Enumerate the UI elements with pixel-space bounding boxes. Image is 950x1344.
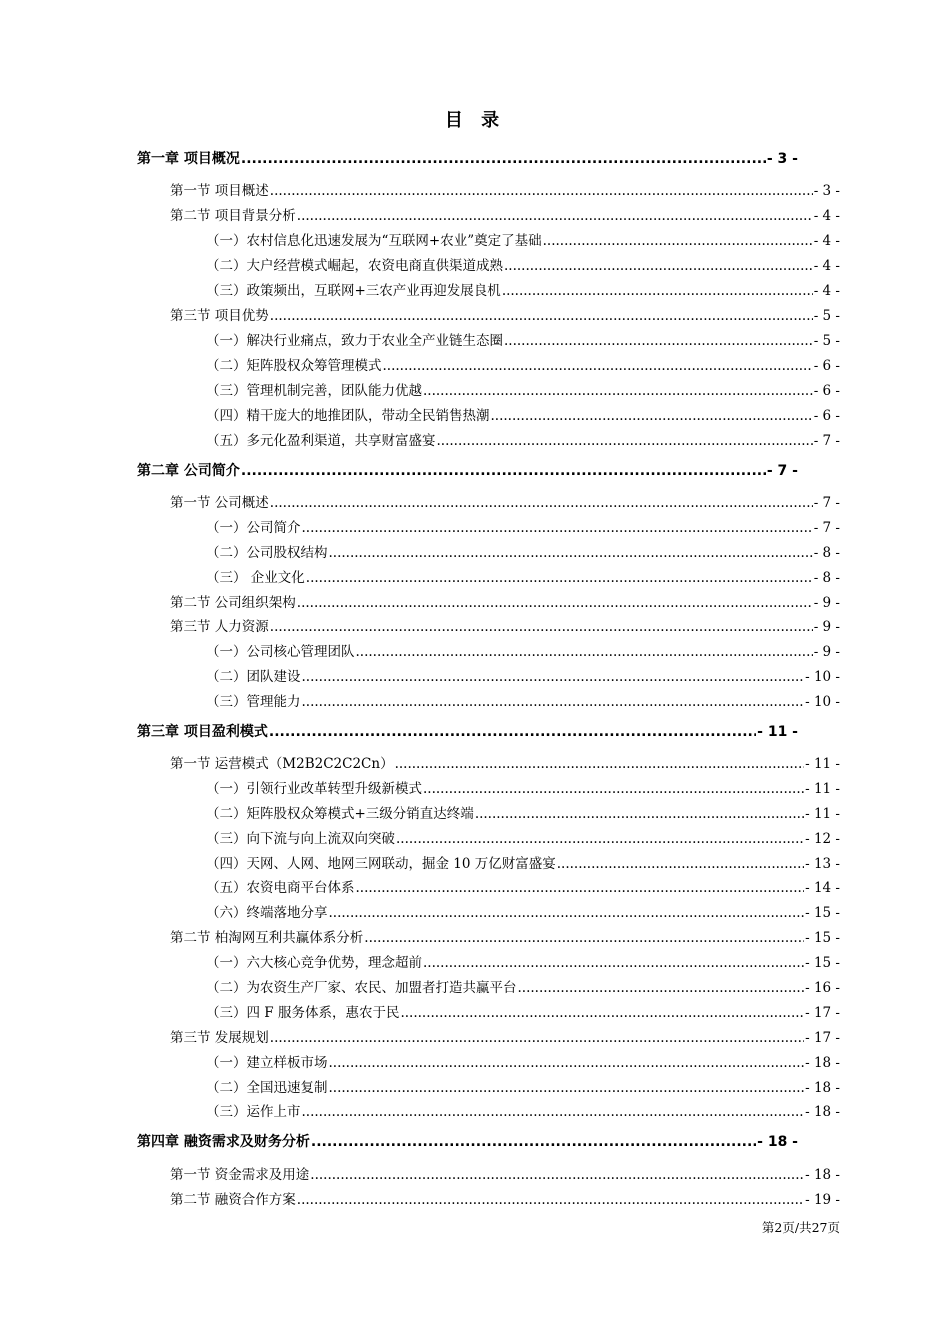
- toc-subsection[interactable]: [206, 229, 840, 249]
- toc-page-number: - 6 -: [813, 408, 840, 424]
- toc-subsection[interactable]: [206, 876, 840, 896]
- toc-subsection[interactable]: [206, 802, 840, 822]
- toc-page-number: - 11 -: [757, 724, 798, 740]
- toc-chapter-label: 第三章 项目盈利模式: [137, 724, 268, 740]
- toc-leader: [437, 433, 813, 449]
- toc-page-number: - 6 -: [813, 358, 840, 374]
- toc-page-number: - 4 -: [813, 258, 840, 274]
- toc-page-number: - 10 -: [805, 669, 840, 685]
- toc-page-number: - 15 -: [805, 930, 840, 946]
- toc-chapter[interactable]: [137, 721, 798, 741]
- toc-subsection[interactable]: [206, 690, 840, 710]
- toc-subsection-label: （一）农村信息化迅速发展为“互联网+农业”奠定了基础: [206, 233, 542, 249]
- toc-subsection[interactable]: [206, 1076, 840, 1096]
- toc-page-number: - 6 -: [813, 383, 840, 399]
- toc-page-number: - 18 -: [757, 1134, 798, 1150]
- toc-subsection-label: （四）天网、人网、地网三网联动，掘金 10 万亿财富盛宴: [206, 856, 556, 872]
- toc-page-number: - 9 -: [813, 644, 840, 660]
- toc-section[interactable]: [170, 204, 840, 224]
- toc-section[interactable]: [170, 752, 840, 772]
- toc-section[interactable]: [170, 615, 840, 635]
- toc-page-number: - 14 -: [805, 880, 840, 896]
- toc-page-number: - 10 -: [805, 694, 840, 710]
- toc-leader: [302, 520, 813, 536]
- toc-subsection-label: （二）团队建设: [206, 669, 301, 685]
- toc-leader: [302, 669, 805, 685]
- toc-subsection-label: （二）全国迅速复制: [206, 1080, 328, 1096]
- toc-leader: [475, 806, 804, 822]
- toc-page-number: - 5 -: [813, 333, 840, 349]
- toc-section[interactable]: [170, 926, 840, 946]
- toc-subsection[interactable]: [206, 1100, 840, 1120]
- toc-leader: [423, 383, 813, 399]
- toc-chapter[interactable]: [137, 460, 798, 480]
- toc-page-number: - 4 -: [813, 208, 840, 224]
- toc-section-label: 第二节 公司组织架构: [170, 595, 296, 611]
- toc-subsection-label: （三）管理能力: [206, 694, 301, 710]
- toc-chapter[interactable]: [137, 148, 798, 168]
- toc-leader: [297, 208, 813, 224]
- toc-subsection-label: （二）公司股权结构: [206, 545, 328, 561]
- toc-page-number: - 17 -: [805, 1030, 840, 1046]
- toc-subsection[interactable]: [206, 777, 840, 797]
- toc-page-number: - 18 -: [805, 1080, 840, 1096]
- toc-chapter-label: 第一章 项目概况: [137, 151, 240, 167]
- toc-page-number: - 15 -: [805, 905, 840, 921]
- toc-subsection-label: （五）多元化盈利渠道，共享财富盛宴: [206, 433, 436, 449]
- toc-leader: [423, 781, 804, 797]
- toc-subsection-label: （一）公司核心管理团队: [206, 644, 355, 660]
- toc-page-number: - 18 -: [805, 1167, 840, 1183]
- toc-section-label: 第一节 资金需求及用途: [170, 1167, 310, 1183]
- toc-leader: [310, 1167, 804, 1183]
- toc-leader: [518, 980, 805, 996]
- toc-subsection[interactable]: [206, 354, 840, 374]
- toc-subsection[interactable]: [206, 254, 840, 274]
- toc-page-number: - 18 -: [805, 1055, 840, 1071]
- toc-page-number: - 9 -: [813, 595, 840, 611]
- toc-subsection[interactable]: [206, 516, 840, 536]
- toc-section[interactable]: [170, 1188, 840, 1208]
- toc-subsection[interactable]: [206, 951, 840, 971]
- toc-section[interactable]: [170, 304, 840, 324]
- toc-page-number: - 15 -: [805, 955, 840, 971]
- toc-page-number: - 3 -: [813, 183, 840, 199]
- toc-leader: [504, 333, 813, 349]
- toc-page-number: - 7 -: [813, 495, 840, 511]
- toc-leader: [270, 1030, 804, 1046]
- toc-subsection-label: （三）向下流与向上流双向突破: [206, 831, 395, 847]
- toc-leader: [297, 1192, 804, 1208]
- toc-page-number: - 3 -: [766, 151, 798, 167]
- toc-subsection-label: （一）公司简介: [206, 520, 301, 536]
- toc-subsection[interactable]: [206, 640, 840, 660]
- toc-subsection[interactable]: [206, 852, 840, 872]
- toc-subsection-label: （二）矩阵股权众筹模式+三级分销直达终端: [206, 806, 474, 822]
- toc-subsection-label: （二）矩阵股权众筹管理模式: [206, 358, 382, 374]
- toc-leader: [356, 644, 813, 660]
- toc-subsection-label: （一）解决行业痛点，致力于农业全产业链生态圈: [206, 333, 503, 349]
- toc-section-label: 第一节 运营模式（M2B2C2C2Cn）: [170, 756, 394, 772]
- toc-section-label: 第三节 项目优势: [170, 308, 269, 324]
- toc-page-number: - 5 -: [813, 308, 840, 324]
- toc-leader: [270, 308, 813, 324]
- toc-page-number: - 16 -: [805, 980, 840, 996]
- toc-subsection[interactable]: [206, 1051, 840, 1071]
- toc-subsection-label: （二）为农资生产厂家、农民、加盟者打造共赢平台: [206, 980, 517, 996]
- toc-leader: [557, 856, 804, 872]
- toc-subsection[interactable]: [206, 665, 840, 685]
- toc-section-label: 第三节 发展规划: [170, 1030, 269, 1046]
- toc-subsection-label: （一）引领行业改革转型升级新模式: [206, 781, 422, 797]
- toc-subsection[interactable]: [206, 976, 840, 996]
- toc-page-number: - 11 -: [805, 806, 840, 822]
- toc-section-label: 第三节 人力资源: [170, 619, 269, 635]
- toc-page-number: - 9 -: [813, 619, 840, 635]
- toc-subsection[interactable]: [206, 429, 840, 449]
- toc-subsection[interactable]: [206, 379, 840, 399]
- toc-subsection-label: （二）大户经营模式崛起，农资电商直供渠道成熟: [206, 258, 503, 274]
- toc-page-number: - 11 -: [805, 756, 840, 772]
- toc-subsection[interactable]: [206, 1001, 840, 1021]
- toc-subsection[interactable]: [206, 404, 840, 424]
- toc-leader: [395, 756, 805, 772]
- toc-leader: [297, 595, 813, 611]
- toc-subsection-label: （三）政策频出，互联网+三农产业再迎发展良机: [206, 283, 501, 299]
- toc-section-label: 第一节 公司概述: [170, 495, 269, 511]
- toc-page-number: - 7 -: [813, 433, 840, 449]
- toc-subsection-label: （三）运作上市: [206, 1104, 301, 1120]
- toc-section[interactable]: [170, 179, 840, 199]
- toc-leader: [302, 1104, 805, 1120]
- toc-subsection-label: （三）管理机制完善，团队能力优越: [206, 383, 422, 399]
- toc-subsection[interactable]: [206, 566, 840, 586]
- toc-leader: [356, 880, 805, 896]
- toc-page-number: - 8 -: [813, 570, 840, 586]
- toc-page-number: - 12 -: [805, 831, 840, 847]
- toc-leader: [241, 151, 766, 167]
- toc-leader: [423, 955, 804, 971]
- toc-leader: [329, 545, 813, 561]
- toc-leader: [329, 1080, 805, 1096]
- toc-leader: [306, 570, 813, 586]
- toc-subsection[interactable]: [206, 279, 840, 299]
- page-footer: 第2页/共27页: [761, 1220, 840, 1235]
- toc-section-label: 第一节 项目概述: [170, 183, 269, 199]
- toc-subsection-label: （一）建立样板市场: [206, 1055, 328, 1071]
- toc-leader: [502, 283, 813, 299]
- toc-leader: [364, 930, 804, 946]
- toc-leader: [270, 183, 813, 199]
- toc-subsection[interactable]: [206, 329, 840, 349]
- toc-chapter-label: 第四章 融资需求及财务分析: [137, 1134, 310, 1150]
- toc-subsection-label: （三） 企业文化: [206, 570, 305, 586]
- toc-leader: [400, 1005, 804, 1021]
- toc-leader: [329, 905, 805, 921]
- toc-leader: [383, 358, 813, 374]
- toc-page-number: - 8 -: [813, 545, 840, 561]
- toc-page-number: - 17 -: [805, 1005, 840, 1021]
- toc-subsection-label: （五）农资电商平台体系: [206, 880, 355, 896]
- toc-leader: [329, 1055, 805, 1071]
- toc-leader: [270, 619, 813, 635]
- toc-section[interactable]: [170, 491, 840, 511]
- toc-page-number: - 11 -: [805, 781, 840, 797]
- toc-section[interactable]: [170, 591, 840, 611]
- toc-title: 目 录: [444, 110, 506, 131]
- toc-page-number: - 18 -: [805, 1104, 840, 1120]
- toc-section[interactable]: [170, 1163, 840, 1183]
- toc-leader: [543, 233, 813, 249]
- toc-section-label: 第二节 柏淘网互利共赢体系分析: [170, 930, 364, 946]
- toc-subsection-label: （四）精干庞大的地推团队，带动全民销售热潮: [206, 408, 490, 424]
- toc-subsection[interactable]: [206, 827, 840, 847]
- toc-leader: [311, 1134, 756, 1150]
- toc-section-label: 第二节 融资合作方案: [170, 1192, 296, 1208]
- toc-section[interactable]: [170, 1026, 840, 1046]
- toc-page-number: - 4 -: [813, 233, 840, 249]
- toc-page-number: - 7 -: [813, 520, 840, 536]
- toc-leader: [302, 694, 805, 710]
- toc-leader: [504, 258, 813, 274]
- toc-subsection[interactable]: [206, 541, 840, 561]
- toc-page-number: - 7 -: [766, 463, 798, 479]
- toc-page-number: - 4 -: [813, 283, 840, 299]
- toc-section-label: 第二节 项目背景分析: [170, 208, 296, 224]
- toc-subsection[interactable]: [206, 901, 840, 921]
- toc-page-number: - 13 -: [805, 856, 840, 872]
- toc-leader: [396, 831, 804, 847]
- toc-page-number: - 19 -: [805, 1192, 840, 1208]
- toc-leader: [270, 495, 813, 511]
- toc-subsection-label: （六）终端落地分享: [206, 905, 328, 921]
- toc-leader: [491, 408, 813, 424]
- toc-leader: [241, 463, 766, 479]
- toc-leader: [269, 724, 756, 740]
- toc-subsection-label: （三）四 F 服务体系，惠农于民: [206, 1005, 400, 1021]
- toc-chapter-label: 第二章 公司简介: [137, 463, 240, 479]
- toc-chapter[interactable]: [137, 1131, 798, 1151]
- toc-subsection-label: （一）六大核心竞争优势，理念超前: [206, 955, 422, 971]
